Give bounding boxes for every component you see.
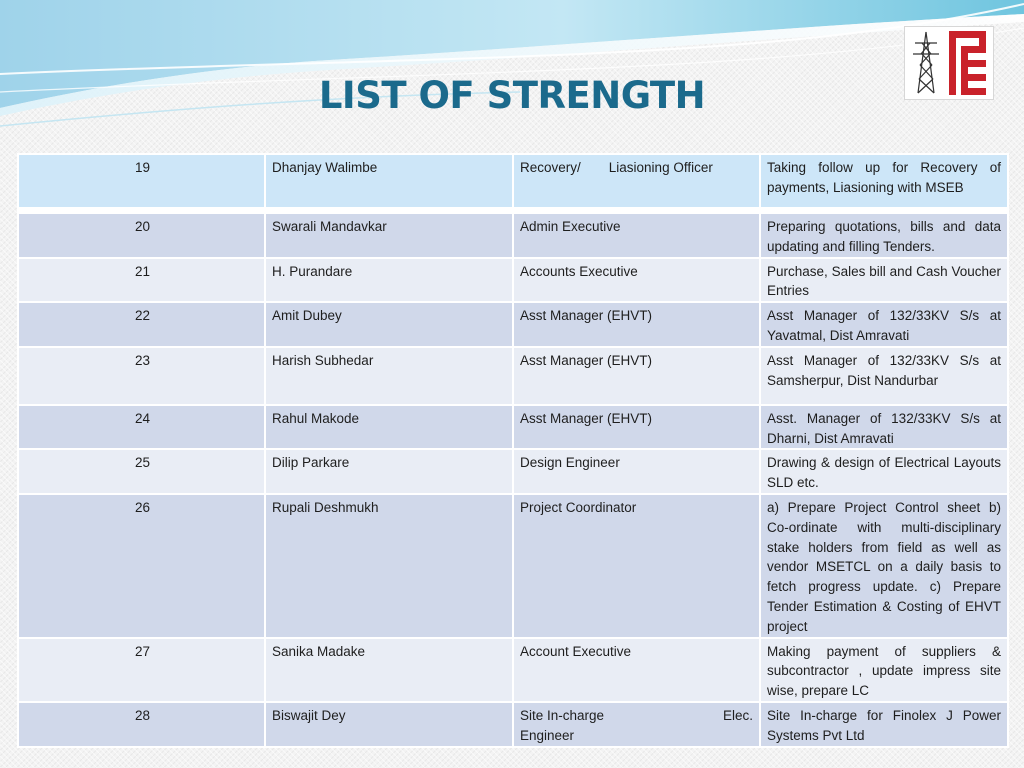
designation-part: Engineer [520, 727, 575, 743]
staff-strength-table [17, 153, 1009, 748]
serial-number-cell: 27 [18, 638, 265, 702]
responsibility-cell: Asst. Manager of 132/33KV S/s at Dharni, Dist Amravati [760, 405, 1008, 450]
header-swoosh-decoration [0, 0, 1024, 140]
serial-number-cell: 28 [18, 702, 265, 747]
table-row [18, 638, 1008, 702]
table-row [18, 154, 1008, 208]
slide-title: LIST OF STRENGTH [318, 74, 706, 117]
employee-name-cell: Rupali Deshmukh [265, 494, 513, 638]
serial-number-cell: 22 [18, 302, 265, 347]
employee-name-cell: Harish Subhedar [265, 347, 513, 405]
table-row [18, 213, 1008, 258]
table-row [18, 405, 1008, 450]
responsibility-cell: Drawing & design of Electrical Layouts SLD etc. [760, 449, 1008, 494]
responsibility-cell: Taking follow up for Recovery of payments, Liasioning with MSEB [760, 154, 1008, 208]
serial-number-cell: 25 [18, 449, 265, 494]
designation-part: Recovery/ [520, 160, 581, 175]
responsibility-cell: Asst Manager of 132/33KV S/s at Samsherpur, Dist Nandurbar [760, 347, 1008, 405]
responsibility-cell: Purchase, Sales bill and Cash Voucher Entries [760, 258, 1008, 303]
designation-cell: Asst Manager (EHVT) [513, 302, 760, 347]
table-row [18, 449, 1008, 494]
designation-cell: Design Engineer [513, 449, 760, 494]
table-row [18, 302, 1008, 347]
serial-number-cell: 24 [18, 405, 265, 450]
serial-number-cell: 26 [18, 494, 265, 638]
employee-name-cell: Biswajit Dey [265, 702, 513, 747]
serial-number-cell: 19 [18, 154, 265, 208]
serial-number-cell: 21 [18, 258, 265, 303]
designation-cell: Accounts Executive [513, 258, 760, 303]
serial-number-cell: 20 [18, 213, 265, 258]
responsibility-cell: Making payment of suppliers & subcontractor , update impress site wise, prepare LC [760, 638, 1008, 702]
employee-name-cell: H. Purandare [265, 258, 513, 303]
designation-cell: Asst Manager (EHVT) [513, 405, 760, 450]
designation-cell: Asst Manager (EHVT) [513, 347, 760, 405]
employee-name-cell: Rahul Makode [265, 405, 513, 450]
designation-part: Elec. [722, 707, 753, 723]
table-row [18, 494, 1008, 638]
table-row [18, 258, 1008, 303]
responsibility-cell: Preparing quotations, bills and data updating and filling Tenders. [760, 213, 1008, 258]
designation-cell: Account Executive [513, 638, 760, 702]
designation-cell [513, 702, 760, 747]
table-row [18, 702, 1008, 747]
employee-name-cell: Dhanjay Walimbe [265, 154, 513, 208]
designation-cell: Project Coordinator [513, 494, 760, 638]
responsibility-cell: Site In-charge for Finolex J Power Systems Pvt Ltd [760, 702, 1008, 747]
designation-cell: Admin Executive [513, 213, 760, 258]
responsibility-cell: a) Prepare Project Control sheet b) Co-ordinate with multi-disciplinary stake holders from field as well as vendor MSETCL on a daily basis to fetch progress update. c) Prepare Tender Estimation & Costing of EHVT project [760, 494, 1008, 638]
designation-part: Site In-charge [520, 707, 605, 723]
employee-name-cell: Dilip Parkare [265, 449, 513, 494]
table-row [18, 347, 1008, 405]
serial-number-cell: 23 [18, 347, 265, 405]
responsibility-cell: Asst Manager of 132/33KV S/s at Yavatmal, Dist Amravati [760, 302, 1008, 347]
employee-name-cell: Swarali Mandavkar [265, 213, 513, 258]
employee-name-cell: Amit Dubey [265, 302, 513, 347]
designation-part: Liasioning Officer [608, 160, 713, 175]
designation-cell [513, 154, 760, 208]
employee-name-cell: Sanika Madake [265, 638, 513, 702]
